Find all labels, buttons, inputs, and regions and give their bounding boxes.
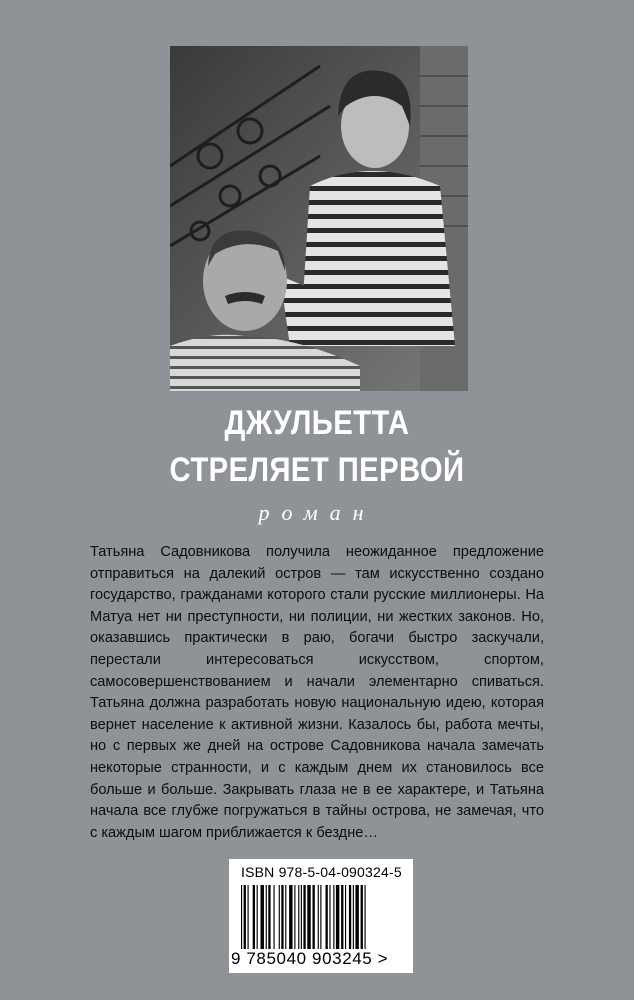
book-title-line-1: ДЖУЛЬЕТТА	[224, 404, 410, 442]
author-photo	[170, 46, 468, 391]
isbn-number: ISBN 978-5-04-090324-5	[241, 864, 402, 880]
barcode-digits: 9 785040 903245 >	[231, 949, 389, 968]
book-title-line-2: СТРЕЛЯЕТ ПЕРВОЙ	[169, 451, 465, 489]
barcode-bars	[241, 885, 403, 949]
book-annotation: Татьяна Садовникова получила неожиданное предложение отправиться на далекий остров — там искусственно создано государство, гражданами которого стали русские миллионеры. На Матуа нет ни преступности, ни полиции, ни жестких законов. Но, оказавшись практически в раю, богачи быстро заскучали, перестали интересоваться искусством, спортом, самосовершенствованием и начали элементарно спиваться. Татьяна должна разработать новую национальную идею, которая вернет население к активной жизни. Казалось бы, работа мечты, но с первых же дней на острове Садовникова начала замечать некоторые странности, и с каждым днем их становилось все больше и больше. Закрывать глаза не в ее характере, и Татьяна начала все глубже погружаться в тайны острова, не замечая, что с каждым шагом приближается к бездне…	[90, 544, 544, 841]
isbn-barcode	[229, 859, 413, 973]
genre-label: роман	[258, 500, 376, 525]
